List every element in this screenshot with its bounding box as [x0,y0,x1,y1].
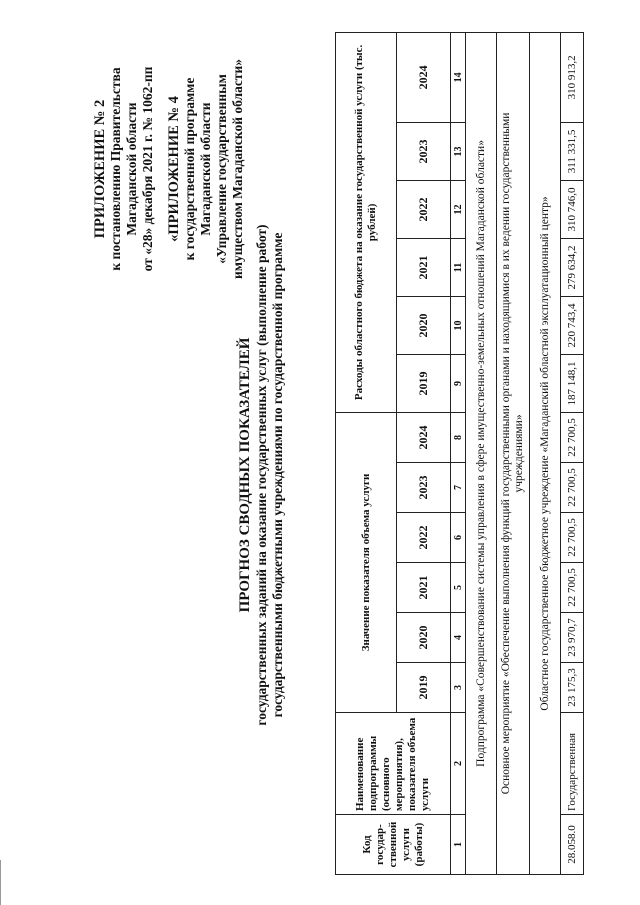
column-number: 3 [451,663,466,713]
year-cell: 2021 [397,563,451,613]
value-cell: 22 700,5 [561,513,584,563]
value-cell: 22 700,5 [561,563,584,613]
value-cell: 187 148,1 [561,354,584,412]
year-cell: 2019 [397,663,451,713]
column-number: 10 [451,296,466,354]
column-number: 14 [451,32,466,122]
document-title [236,135,286,815]
column-number: 8 [451,412,466,462]
column-number: 4 [451,613,466,663]
value-cell: 311 331,5 [561,122,584,180]
title-line: государственными бюджетными учреждениями по государственной программе [270,232,285,718]
value-cell: 310 913,2 [561,32,584,122]
year-cell: 2020 [397,296,451,354]
header-row [336,32,397,874]
indicators-table [335,32,584,875]
value-cell: 23 175,3 [561,663,584,713]
year-cell: 2022 [397,513,451,563]
service-name: Государственная [561,713,584,815]
value-cell: 23 970,7 [561,613,584,663]
institution-cell: Областное государственное бюджетное учреждение «Магаданский областной эксплуатационный центр» [530,32,561,874]
column-number: 9 [451,354,466,412]
value-cell: 22 700,5 [561,412,584,462]
institution-row [530,32,561,874]
appendix-line: к государственной программе [182,77,197,261]
year-cell: 2024 [397,412,451,462]
appendix-line: Магаданской области [124,102,139,236]
value-cell: 22 700,5 [561,463,584,513]
year-cell: 2021 [397,238,451,296]
value-cell: 310 746,0 [561,180,584,238]
year-cell: 2022 [397,180,451,238]
value-cell: 220 743,4 [561,296,584,354]
corner-line [0,860,1,905]
year-cell: 2019 [397,354,451,412]
appendix-block [92,19,246,319]
header-name: Наименование подпрограммы (основного мероприятия), показателя объема услуги [336,713,451,815]
column-number: 6 [451,513,466,563]
column-number: 2 [451,713,466,815]
column-number: 12 [451,180,466,238]
header-volume: Значение показателя объема услуги [336,412,397,712]
appendix-line: «ПРИЛОЖЕНИЕ № 4 [166,96,182,242]
appendix-line: «Управление государственным [214,74,229,264]
year-cell: 2023 [397,463,451,513]
main-event-row [497,32,530,874]
title-line: государственных заданий на оказание государственных услуг (выполнение работ) [254,224,269,726]
column-number: 5 [451,563,466,613]
value-cell: 279 634,2 [561,238,584,296]
column-numbers-row [451,32,466,874]
appendix-line: имуществом Магаданской области» [230,58,245,280]
appendix-line: к постановлению Правительства [108,67,123,271]
column-number: 13 [451,122,466,180]
year-cell: 2024 [397,32,451,122]
subprogram-cell: Подпрограмма «Совершенствование системы управления в сфере имущественно-земельных отношений Магаданской области» [466,32,497,874]
year-cell: 2020 [397,613,451,663]
column-number: 1 [451,815,466,875]
year-cell: 2023 [397,122,451,180]
appendix-line: от «28» декабря 2021 г. № 1062-пп [140,66,155,272]
appendix-line: ПРИЛОЖЕНИЕ № 2 [92,99,108,239]
service-code: 28.058.0 [561,815,584,875]
column-number: 11 [451,238,466,296]
subprogram-row [466,32,497,874]
table-row [561,32,584,874]
appendix-line: Магаданской области [198,102,213,236]
title-main: ПРОГНОЗ СВОДНЫХ ПОКАЗАТЕЛЕЙ [237,337,253,613]
column-number: 7 [451,463,466,513]
header-code: Код государ-ственной услуги (работы) [336,815,451,875]
main-event-cell: Основное мероприятие «Обеспечение выполнения функций государственными органами и находящимися в их ведении государственными учреждениями» [497,32,530,874]
header-expenses: Расходы областного бюджета на оказание государственной услуги (тыс. рублей) [336,32,397,412]
